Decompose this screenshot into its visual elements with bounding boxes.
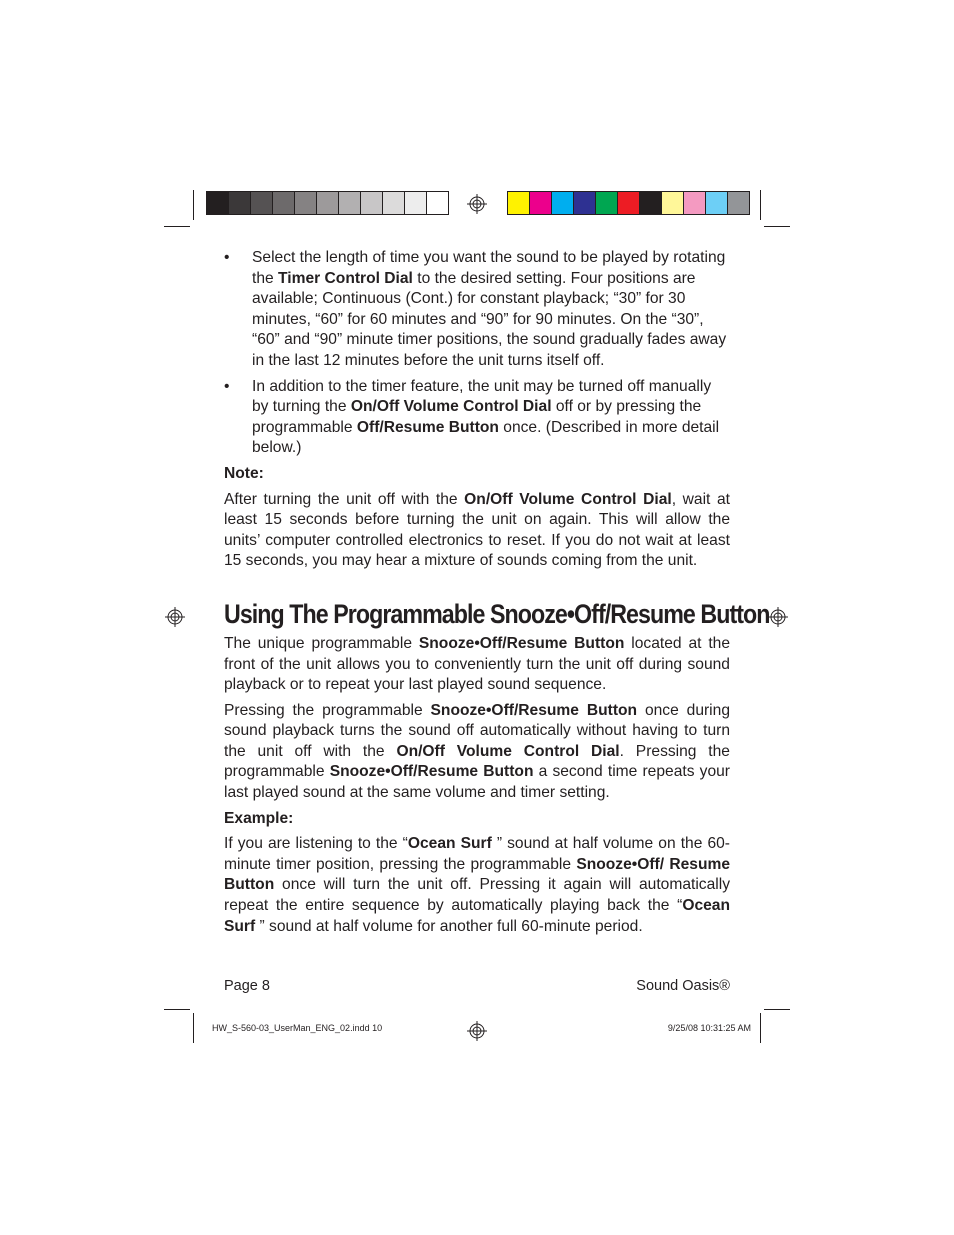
- text-run: After turning the unit off with the: [224, 490, 465, 508]
- text-run: Select the length of time you want the sound to be played by rotating the: [252, 249, 726, 287]
- color-swatch: [595, 191, 618, 215]
- bullet-item: [224, 377, 730, 459]
- bold-term: Ocean Surf: [407, 835, 492, 853]
- process-color-bar: [507, 191, 749, 215]
- text-run: In addition to the timer feature, the unit may be turned off manually by turning the: [252, 377, 712, 416]
- brand-name: Sound Oasis®: [636, 978, 730, 994]
- color-swatch: [426, 191, 449, 215]
- color-swatch: [294, 191, 317, 215]
- note-paragraph: [224, 490, 730, 572]
- crop-mark: [764, 1009, 790, 1010]
- slug-date: 9/25/08 10:31:25 AM: [667, 1023, 751, 1033]
- text-run: Pressing the programmable: [224, 701, 431, 719]
- color-swatch: [705, 191, 728, 215]
- section-body: [224, 634, 730, 804]
- color-swatch: [551, 191, 574, 215]
- text-run: The unique programmable: [224, 634, 419, 652]
- text-run: once. (Described in more detail below.): [252, 418, 720, 457]
- registration-mark-icon: [165, 607, 185, 627]
- color-swatch: [661, 191, 684, 215]
- color-swatch: [382, 191, 405, 215]
- crop-mark: [193, 190, 194, 220]
- bold-term: Off/Resume Button: [356, 418, 499, 436]
- color-swatch: [529, 191, 552, 215]
- section-heading: Using The Programmable Snooze•Off/Resume Button: [224, 598, 770, 629]
- bold-term: Snooze•Off/Resume Button: [430, 701, 638, 719]
- text-run: to the desired setting. Four positions are available; Continuous (Cont.) for constant playback; “30” for 30 minutes, “60” for 60 minutes and “90” for 90 minutes. On the “30”, “60” and “90” minute timer positions, the sound gradually fades away in the last 12 minutes before the unit turns itself off.: [252, 269, 727, 369]
- text-run: ” sound at half volume on the 60-minute timer position, pressing the programmable: [224, 835, 730, 873]
- slug-filename: HW_S-560-03_UserMan_ENG_02.indd 10: [212, 1023, 383, 1033]
- bullet-dot-icon: •: [224, 377, 230, 395]
- crop-mark: [164, 226, 190, 227]
- color-swatch: [639, 191, 662, 215]
- color-swatch: [338, 191, 361, 215]
- note-label: Note:: [224, 464, 264, 482]
- text-run: ” sound at half volume for another full 60-minute period.: [255, 917, 643, 935]
- body-paragraph: [224, 701, 730, 804]
- bold-term: On/Off Volume Control Dial: [396, 742, 620, 760]
- color-swatch: [316, 191, 339, 215]
- text-run: once during sound playback turns the sound off automatically without having to turn the unit off with the: [224, 701, 730, 760]
- bold-term: On/Off Volume Control Dial: [350, 398, 552, 416]
- registration-mark-icon: [467, 1021, 487, 1041]
- text-run: off or by pressing the programmable: [252, 398, 702, 436]
- color-swatch: [683, 191, 706, 215]
- color-swatch: [507, 191, 530, 215]
- color-swatch: [617, 191, 640, 215]
- color-swatch: [250, 191, 273, 215]
- color-swatch: [272, 191, 295, 215]
- gray-color-bar: [206, 191, 448, 215]
- color-swatch: [360, 191, 383, 215]
- page-content: [224, 248, 770, 942]
- example-paragraph: [224, 834, 730, 937]
- color-swatch: [228, 191, 251, 215]
- bold-term: Ocean Surf: [224, 897, 730, 935]
- page-number: Page 8: [224, 978, 270, 994]
- crop-mark: [760, 190, 761, 220]
- registration-mark-icon: [768, 607, 788, 627]
- bold-term: Timer Control Dial: [278, 269, 413, 287]
- crop-mark: [193, 1013, 194, 1043]
- text-run: . Pressing the programmable: [224, 742, 730, 781]
- bold-term: Snooze•Off/Resume Button: [418, 634, 625, 652]
- text-run: a second time repeats your last played sound at the same volume and timer setting.: [224, 763, 730, 802]
- bullet-dot-icon: •: [224, 249, 230, 266]
- text-run: once will turn the unit off. Pressing it again will automatically repeat the entire sequence by automatically playing back the “: [224, 876, 730, 915]
- text-run: If you are listening to the “: [224, 835, 408, 853]
- text-run: , wait at least 15 seconds before turning the unit on again. This will allow the units’ computer controlled electronics to reset. If you do not wait at least 15 seconds, you may hear a mixture of sounds coming from the unit.: [224, 490, 730, 570]
- bold-term: Snooze•Off/Resume Button: [329, 763, 534, 781]
- text-run: located at the front of the unit allows you to conveniently turn the unit off during sound playback or to repeat your last played sound sequence.: [224, 634, 731, 694]
- crop-mark: [764, 226, 790, 227]
- bold-term: Snooze•Off/ Resume Button: [224, 855, 731, 894]
- bullet-item: [224, 248, 730, 372]
- color-swatch: [206, 191, 229, 215]
- crop-mark: [760, 1013, 761, 1043]
- crop-mark: [164, 1009, 190, 1010]
- color-swatch: [727, 191, 750, 215]
- color-swatch: [404, 191, 427, 215]
- registration-mark-icon: [467, 194, 487, 214]
- body-paragraph: [224, 634, 730, 696]
- color-swatch: [573, 191, 596, 215]
- bullet-list: [224, 248, 730, 459]
- bold-term: On/Off Volume Control Dial: [464, 490, 672, 508]
- example-label: Example:: [224, 809, 294, 827]
